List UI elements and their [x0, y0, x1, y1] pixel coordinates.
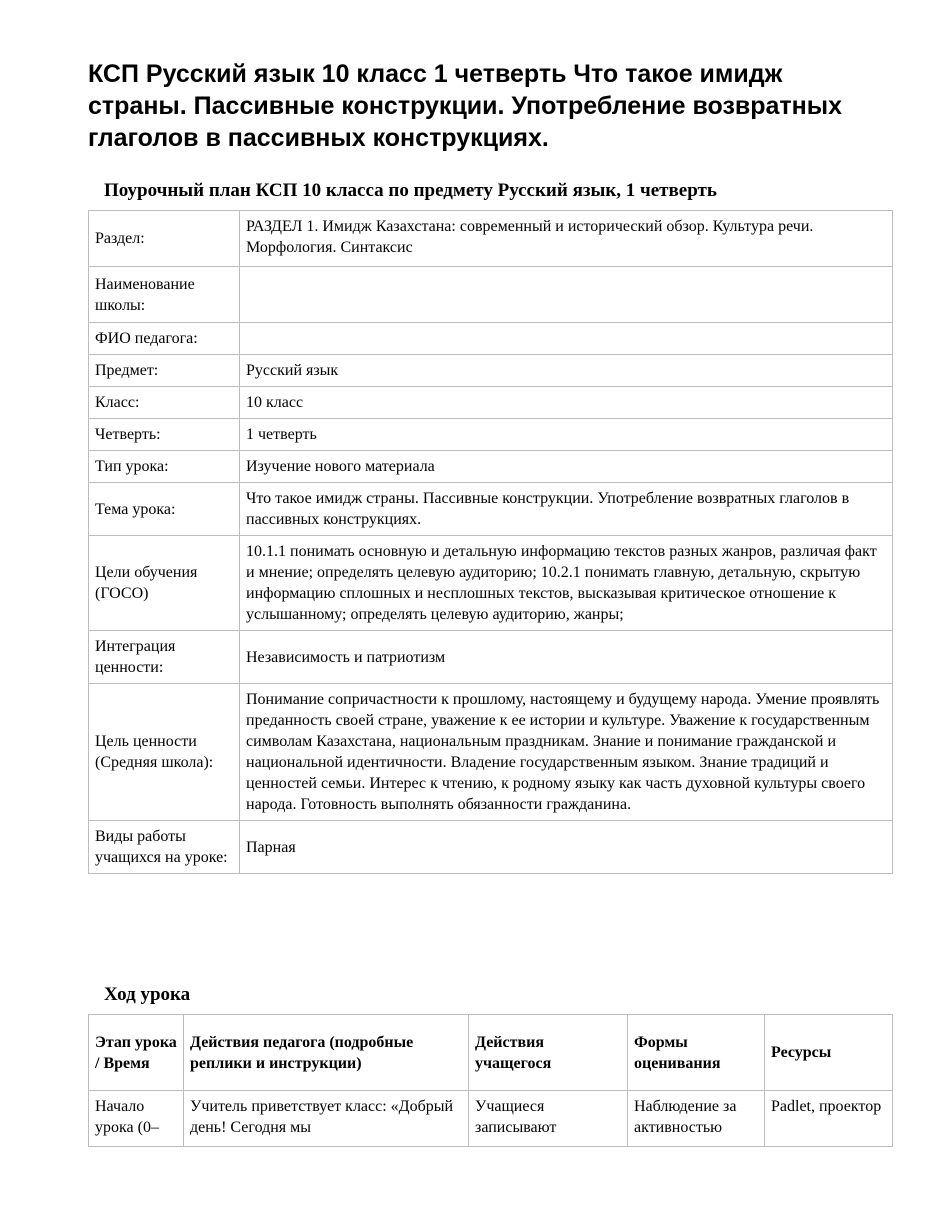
row-label: Тема урока: [89, 483, 240, 536]
row-value: 10.1.1 понимать основную и детальную информацию текстов разных жанров, различая факт и мнение; определять целевую аудиторию; 10.2.1 понимать главную, детальную, скрытую информацию сплошных и несплошных текстов, высказывая критическое отношение к услышанному; определять целевую аудиторию, жанры; [240, 536, 893, 631]
row-value: Парная [240, 821, 893, 874]
lesson-flow-table [88, 1014, 893, 1147]
row-value [240, 267, 893, 323]
column-header-resources: Ресурсы [765, 1015, 893, 1091]
column-header-assessment: Формы оценивания [628, 1015, 765, 1091]
lesson-flow-heading: Ход урока [104, 984, 191, 1005]
row-value: Понимание сопричастности к прошлому, настоящему и будущему народа. Умение проявлять преданность своей стране, уважение к ее истории и культуре. Уважение к государственным символам Казахстана, национальным праздникам. Знание и понимание гражданской и национальной идентичности. Владение государственным языком. Знание традиций и ценностей семьи. Интерес к чтению, к родному языку как часть духовной культуры своего народа. Готовность выполнять обязанности гражданина. [240, 684, 893, 821]
row-label: Интеграция ценности: [89, 631, 240, 684]
table-row [89, 536, 893, 631]
lesson-info-table [88, 210, 893, 874]
row-label: Цели обучения (ГОСО) [89, 536, 240, 631]
table-row [89, 323, 893, 355]
row-label: Цель ценности (Средняя школа): [89, 684, 240, 821]
table-row [89, 821, 893, 874]
row-label: Раздел: [89, 211, 240, 267]
plan-heading: Поурочный план КСП 10 класса по предмету Русский язык, 1 четверть [104, 180, 717, 201]
row-value: 10 класс [240, 387, 893, 419]
column-header-student: Действия учащегося [469, 1015, 628, 1091]
row-value: РАЗДЕЛ 1. Имидж Казахстана: современный и исторический обзор. Культура речи. Морфология. Синтаксис [240, 211, 893, 267]
table-row [89, 211, 893, 267]
row-label: Виды работы учащихся на уроке: [89, 821, 240, 874]
cell-resources: Padlet, проектор [765, 1091, 893, 1147]
row-label: Класс: [89, 387, 240, 419]
table-row [89, 483, 893, 536]
row-label: Четверть: [89, 419, 240, 451]
row-value: 1 четверть [240, 419, 893, 451]
table-row [89, 355, 893, 387]
table-row [89, 387, 893, 419]
cell-teacher: Учитель приветствует класс: «Добрый день! Сегодня мы [184, 1091, 469, 1147]
table-header-row [89, 1015, 893, 1091]
document-title: КСП Русский язык 10 класс 1 четверть Что такое имидж страны. Пассивные конструкции. Употребление возвратных глаголов в пассивных конструкциях. [88, 60, 843, 152]
table-row [89, 267, 893, 323]
row-value [240, 323, 893, 355]
row-value: Изучение нового материала [240, 451, 893, 483]
table-row [89, 419, 893, 451]
row-label: Наименование школы: [89, 267, 240, 323]
table-row [89, 451, 893, 483]
cell-student: Учащиеся записывают [469, 1091, 628, 1147]
table-row [89, 684, 893, 821]
column-header-teacher: Действия педагога (подробные реплики и инструкции) [184, 1015, 469, 1091]
row-value: Русский язык [240, 355, 893, 387]
cell-assessment: Наблюдение за активностью [628, 1091, 765, 1147]
table-row [89, 1091, 893, 1147]
table-row [89, 631, 893, 684]
row-value: Независимость и патриотизм [240, 631, 893, 684]
cell-stage: Начало урока (0– [89, 1091, 184, 1147]
row-label: Тип урока: [89, 451, 240, 483]
row-label: ФИО педагога: [89, 323, 240, 355]
column-header-stage: Этап урока / Время [89, 1015, 184, 1091]
row-value: Что такое имидж страны. Пассивные конструкции. Употребление возвратных глаголов в пассивных конструкциях. [240, 483, 893, 536]
row-label: Предмет: [89, 355, 240, 387]
